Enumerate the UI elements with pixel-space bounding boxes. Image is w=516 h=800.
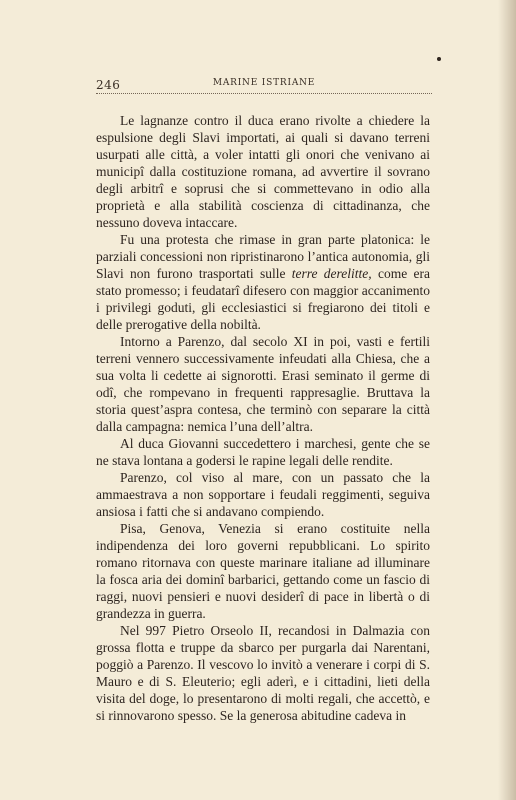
paragraph-4: Al duca Giovanni succedettero i marchesi, gente che se ne stava lontana a godersi le rapine legali delle rendite.	[96, 436, 430, 468]
running-title: MARINE ISTRIANE	[212, 78, 316, 88]
page-number: 246	[96, 78, 121, 92]
paragraph-7: Nel 997 Pietro Orseolo II, recandosi in Dalmazia con grossa flotta e truppe da sbarco per purgarla dai Narentani, poggiò a Parenzo. Il vescovo lo invitò a venerare i corpi di S. Mauro e di S. Eleuterio; egli aderì, e i cittadini, lieti della visita del doge, lo presentarono di molti regali, che accettò, e si rinnovarono spesso. Se la generosa abitudine cadeva in	[96, 623, 430, 723]
paragraph-6: Pisa, Genova, Venezia si erano costituite nella indipendenza dei loro governi repubblicani. Lo spirito romano ritornava con queste marinare italiane ad illuminare la fosca aria dei dominî barbarici, gettando come un fascio di raggi, nuovi pensieri e nuovi desiderî di pace in libertà o di grandezza in guerra.	[96, 521, 430, 621]
ink-dot	[437, 57, 441, 61]
paragraph-2	[96, 231, 430, 333]
main-text	[96, 112, 430, 724]
page-header	[96, 78, 432, 96]
paragraph-2-italic: terre derelitte,	[291, 266, 372, 281]
paragraph-5: Parenzo, col viso al mare, con un passato che la ammaestrava a non sopportare i feudali reggimenti, seguiva ansiosa i fatti che si andavano compiendo.	[96, 470, 430, 519]
header-ornament-line	[96, 93, 432, 98]
paragraph-3: Intorno a Parenzo, dal secolo XI in poi, vasti e fertili terreni vennero successivamente infeudati alla Chiesa, che a sua volta li cedette ai signorotti. Erasi seminato il germe di odî, che rompevano in frequenti rappresaglie. Bruttava la storia quest’aspra contesa, che terminò con separare la città dalla campagna: nemica l’una dell’altra.	[96, 334, 430, 434]
paragraph-2-text-before: Fu una protesta che rimase in gran parte platonica: le parziali concessioni non ripristinarono l’antica autonomia, gli Slavi non furono trasportati sulle	[96, 232, 430, 281]
paragraph-1: Le lagnanze contro il duca erano rivolte a chiedere la espulsione degli Slavi importati, ai quali si davano terreni usurpati alle città, a voler intatti gli onori che venivano ai municipî dalla costituzione romana, ad avvertire il sovrano degli arbitrî e soprusi che si commettevano in odio alla proprietà e alla stabilità coscienza di cittadinanza, che nessuno doveva intaccare.	[96, 113, 430, 230]
paragraph-2-text-after: come era stato promesso; i feudatarî difesero con maggior accanimento i privilegi goduti, gli ecclesiastici si fregiarono dei titoli e delle prerogative della nobiltà.	[96, 266, 430, 332]
